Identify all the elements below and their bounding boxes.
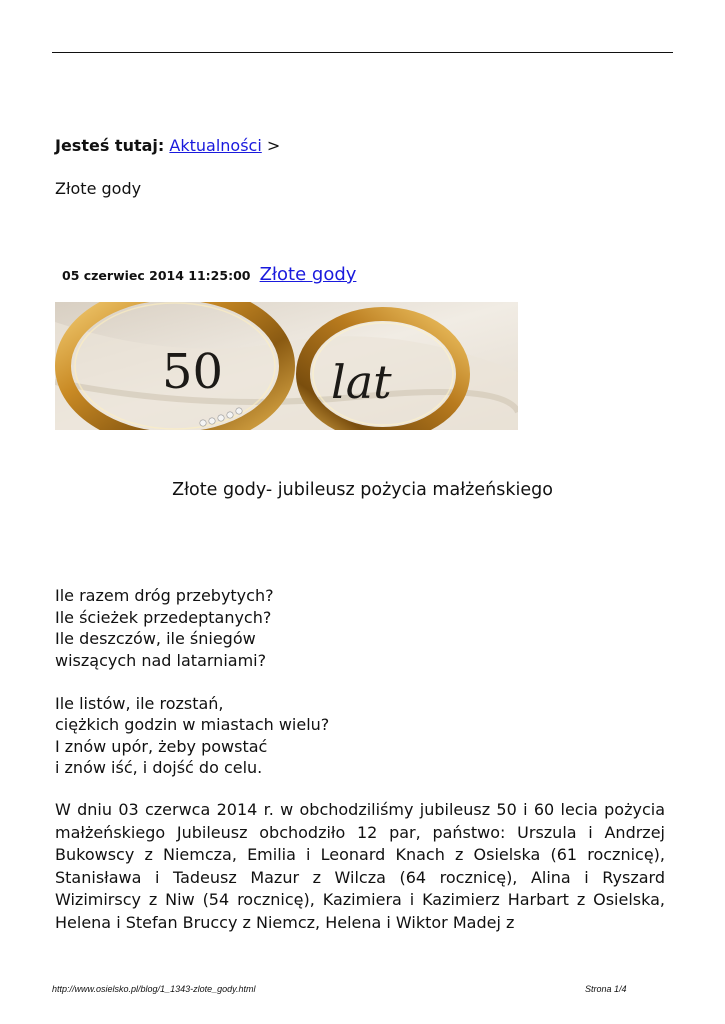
poem-line: I znów upór, żeby powstać — [55, 736, 268, 756]
breadcrumb-link-aktualnosci[interactable]: Aktualności — [169, 136, 262, 155]
poem-line: wiszących nad latarniami? — [55, 650, 267, 670]
breadcrumb — [55, 136, 280, 155]
image-word-text: lat — [331, 355, 392, 409]
poem-line: Ile razem dróg przebytych? — [55, 586, 274, 605]
poem-line: ciężkich godzin w miastach wielu? — [55, 715, 330, 734]
article-title-link[interactable]: Złote gody — [259, 264, 357, 285]
article-date: 05 czerwiec 2014 11:25:00 — [62, 268, 251, 283]
image-number-text: 50 — [162, 344, 224, 400]
poem-line: Ile listów, ile rozstań, — [55, 693, 224, 713]
breadcrumb-lead: Jesteś tutaj: — [55, 136, 165, 155]
breadcrumb-separator: > — [266, 136, 281, 155]
footer-url: http://www.osielsko.pl/blog/1_1343-zlote_gody.html — [52, 984, 256, 994]
footer-page-number: Strona 1/4 — [585, 984, 627, 994]
article-body: W dniu 03 czerwca 2014 r. w obchodziliśmy jubileusz 50 i 60 lecia pożycia małżeńskiego Jubileusz obchodziło 12 par, państwo: Urszula i Andrzej Bukowscy z Niemcza, Emilia i Leonard Knach z Osielska (61 rocznicę), Stanisława i Tadeusz Mazur z Wilcza (64 rocznicę), Alina i Ryszard Wizimirscy z Niw (54 rocznicę), Kazimiera i Kazimierz Harbart z Osielska, Helena i Stefan Bruccy z Niemcz, Helena i Wiktor Madej z — [55, 800, 665, 932]
article-image — [55, 302, 518, 430]
header-rule — [52, 52, 673, 53]
poem-line: Ile deszczów, ile śniegów — [55, 629, 256, 648]
poem-stanza — [55, 693, 329, 779]
article-meta — [62, 264, 356, 285]
breadcrumb-current: Złote gody — [55, 179, 142, 198]
poem-line: i znów iść, i dojść do celu. — [55, 758, 263, 777]
gold-rings-image — [55, 302, 518, 430]
poem — [55, 585, 329, 800]
article-headline: Złote gody- jubileusz pożycia małżeńskiego — [172, 480, 553, 500]
poem-line: Ile ścieżek przedeptanych? — [55, 607, 272, 627]
poem-stanza — [55, 585, 329, 671]
